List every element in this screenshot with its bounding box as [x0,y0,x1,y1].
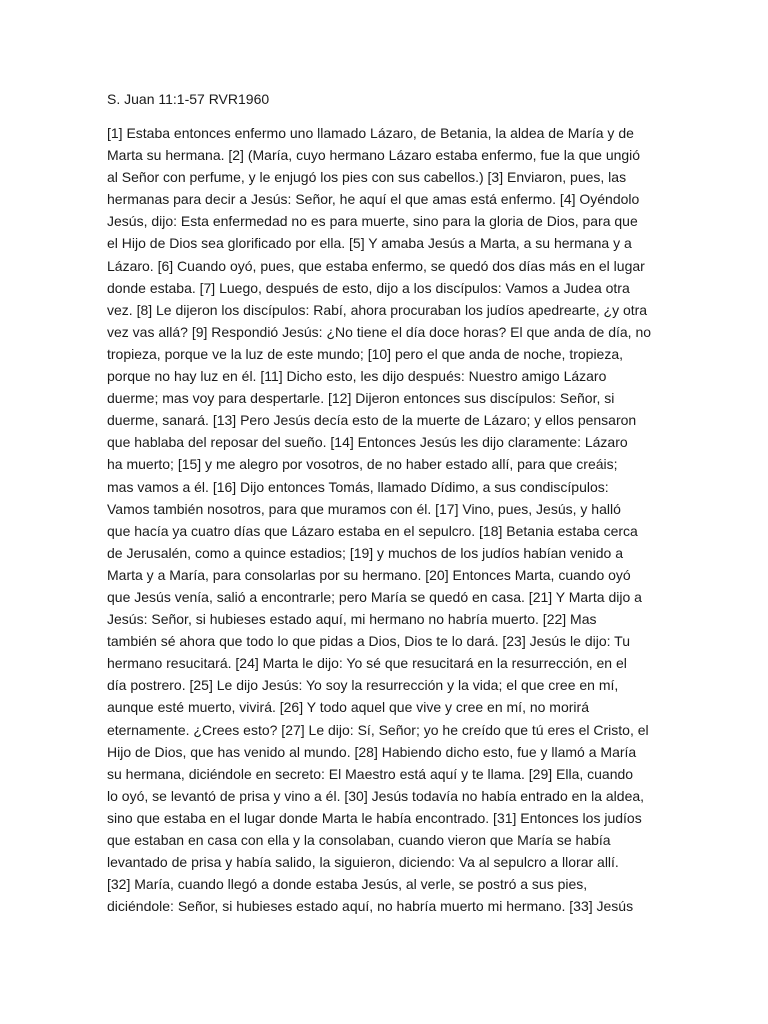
text-line: que hablaba del reposar del sueño. [14] Entonces Jesús les dijo claramente: Lázaro [107,434,628,451]
text-line: diciéndole: Señor, si hubieses estado aquí, no habría muerto mi hermano. [33] Jesús [107,898,634,915]
text-line: duerme; mas voy para despertarle. [12] Dijeron entonces sus discípulos: Señor, si [107,390,615,407]
text-line: porque no hay luz en él. [11] Dicho esto, les dijo después: Nuestro amigo Lázaro [107,368,607,385]
text-line: vez. [8] Le dijeron los discípulos: Rabí, ahora procuraban los judíos apedrearte, ¿y otra [107,301,648,318]
text-line: que hacía ya cuatro días que Lázaro estaba en el sepulcro. [18] Betania estaba cerca [107,522,638,539]
text-line: Jesús, dijo: Esta enfermedad no es para muerte, sino para la gloria de Dios, para que [107,213,638,230]
text-line: al Señor con perfume, y le enjugó los pies con sus cabellos.) [3] Enviaron, pues, las [107,169,627,186]
text-line: ha muerto; [15] y me alegro por vosotros, de no haber estado allí, para que creáis; [107,456,618,473]
text-line: sino que estaba en el lugar donde Marta le había encontrado. [31] Entonces los judíos [107,809,642,826]
text-line: levantado de prisa y había salido, la siguieron, diciendo: Va al sepulcro a llorar allí. [107,854,619,871]
text-line: [1] Estaba entonces enfermo uno llamado Lázaro, de Betania, la aldea de María y de [107,125,634,141]
text-line: el Hijo de Dios sea glorificado por ella. [5] Y amaba Jesús a Marta, a su hermana y a [107,235,632,252]
text-line: mas vamos a él. [16] Dijo entonces Tomás, llamado Dídimo, a sus condiscípulos: [107,478,609,495]
text-line: hermanas para decir a Jesús: Señor, he aquí el que amas está enfermo. [4] Oyéndolo [107,191,640,208]
text-line: [32] María, cuando llegó a donde estaba Jesús, al verle, se postró a sus pies, [107,876,588,893]
text-line: su hermana, diciéndole en secreto: El Maestro está aquí y te llama. [29] Ella, cuando [107,765,634,782]
scripture-body [107,122,651,917]
text-line: lo oyó, se levantó de prisa y vino a él. [30] Jesús todavía no había entrado en la aldea, [107,787,645,804]
text-line: Vamos también nosotros, para que muramos con él. [17] Vino, pues, Jesús, y halló [107,500,621,517]
text-line: día postrero. [25] Le dijo Jesús: Yo soy la resurrección y la vida; el que cree en mí, [107,677,619,694]
document-heading: S. Juan 11:1-57 RVR1960 [107,91,270,107]
text-line: Jesús: Señor, si hubieses estado aquí, mi hermano no habría muerto. [22] Mas [107,611,597,628]
text-line: Lázaro. [6] Cuando oyó, pues, que estaba enfermo, se quedó dos días más en el lugar [107,257,645,274]
text-line: que Jesús venía, salió a encontrarle; pero María se quedó en casa. [21] Y Marta dijo a [107,588,642,605]
text-line: hermano resucitará. [24] Marta le dijo: Yo sé que resucitará en la resurrección, en el [107,655,627,672]
text-line: que estaban en casa con ella y la consolaban, cuando vieron que María se había [107,832,611,848]
text-line: duerme, sanará. [13] Pero Jesús decía esto de la muerte de Lázaro; y ellos pensaron [107,412,637,429]
text-line: eternamente. ¿Crees esto? [27] Le dijo: Sí, Señor; yo he creído que tú eres el Cristo, el [107,721,649,738]
text-line: Marta su hermana. [2] (María, cuyo hermano Lázaro estaba enfermo, fue la que ungió [107,147,641,164]
text-line: de Jerusalén, como a quince estadios; [19] y muchos de los judíos habían venido a [107,544,623,561]
text-line: también sé ahora que todo lo que pidas a Dios, Dios te lo dará. [23] Jesús le dijo: Tu [107,633,630,650]
text-line: tropieza, porque ve la luz de este mundo; [10] pero el que anda de noche, tropieza, [107,345,624,362]
text-line: aunque esté muerto, vivirá. [26] Y todo aquel que vive y cree en mí, no morirá [107,699,589,716]
text-line: Hijo de Dios, que has venido al mundo. [28] Habiendo dicho esto, fue y llamó a María [107,743,637,760]
text-line: vez vas allá? [9] Respondió Jesús: ¿No tiene el día doce horas? El que anda de día, no [107,323,652,340]
text-line: Marta y a María, para consolarlas por su hermano. [20] Entonces Marta, cuando oyó [107,566,631,583]
text-line: donde estaba. [7] Luego, después de esto, dijo a los discípulos: Vamos a Judea otra [107,279,630,296]
